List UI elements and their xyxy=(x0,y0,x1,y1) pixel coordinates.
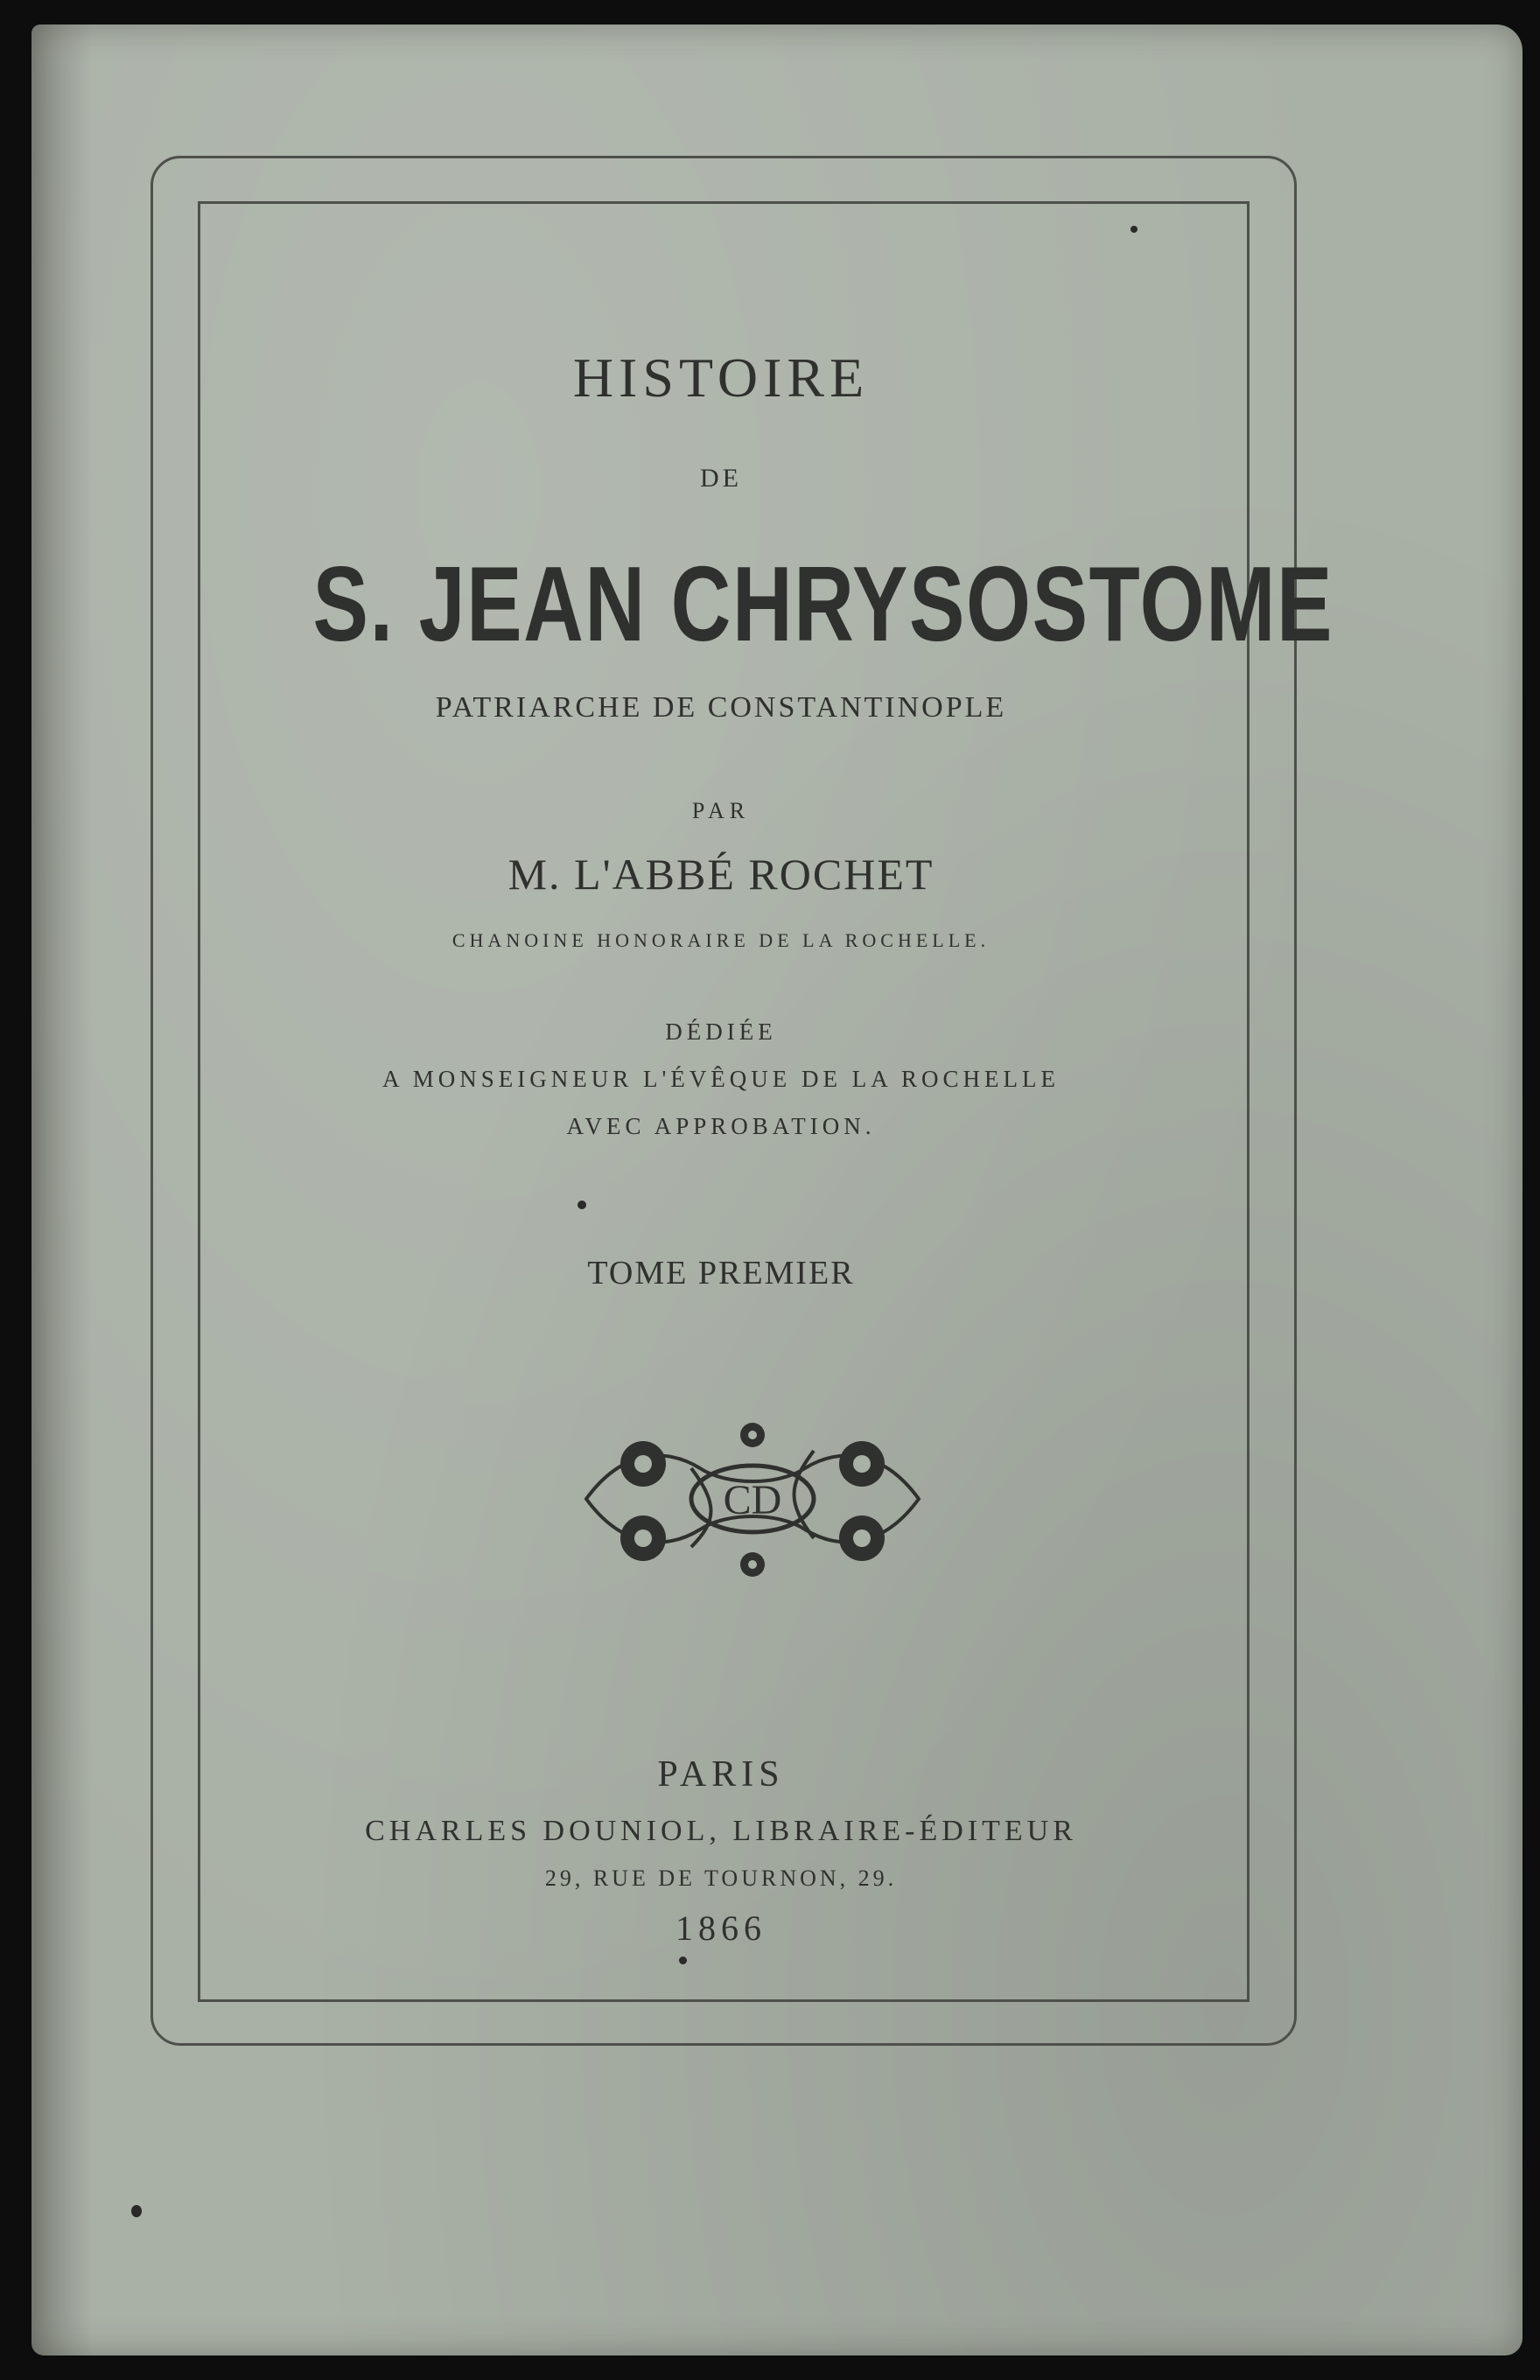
title-histoire: HISTOIRE xyxy=(572,346,870,409)
dedication-recipient: A MONSEIGNEUR L'ÉVÊQUE DE LA ROCHELLE xyxy=(382,1066,1060,1092)
city: PARIS xyxy=(657,1754,785,1795)
stain-spot xyxy=(131,2205,142,2217)
monogram-text: CD xyxy=(723,1477,782,1523)
stain-spot xyxy=(1130,226,1138,233)
publisher: CHARLES DOUNIOL, LIBRAIRE-ÉDITEUR xyxy=(365,1815,1077,1847)
author-title: CHANOINE HONORAIRE DE LA ROCHELLE. xyxy=(452,929,990,951)
floral-vignette-icon xyxy=(569,1416,936,1582)
subtitle: PATRIARCHE DE CONSTANTINOPLE xyxy=(435,691,1007,724)
main-title: S. JEAN CHRYSOSTOME xyxy=(312,544,1334,663)
publication-year: 1866 xyxy=(676,1908,766,1948)
stain-spot xyxy=(679,1956,687,1964)
stain-spot xyxy=(578,1200,586,1209)
author-name: M. L'ABBÉ ROCHET xyxy=(508,850,934,899)
title-de: DE xyxy=(700,464,742,493)
dedication-label: DÉDIÉE xyxy=(665,1018,777,1045)
publisher-address: 29, RUE DE TOURNON, 29. xyxy=(544,1866,898,1891)
approval-note: AVEC APPROBATION. xyxy=(566,1113,876,1139)
by-label: PAR xyxy=(691,798,751,823)
volume-label: TOME PREMIER xyxy=(587,1255,855,1292)
